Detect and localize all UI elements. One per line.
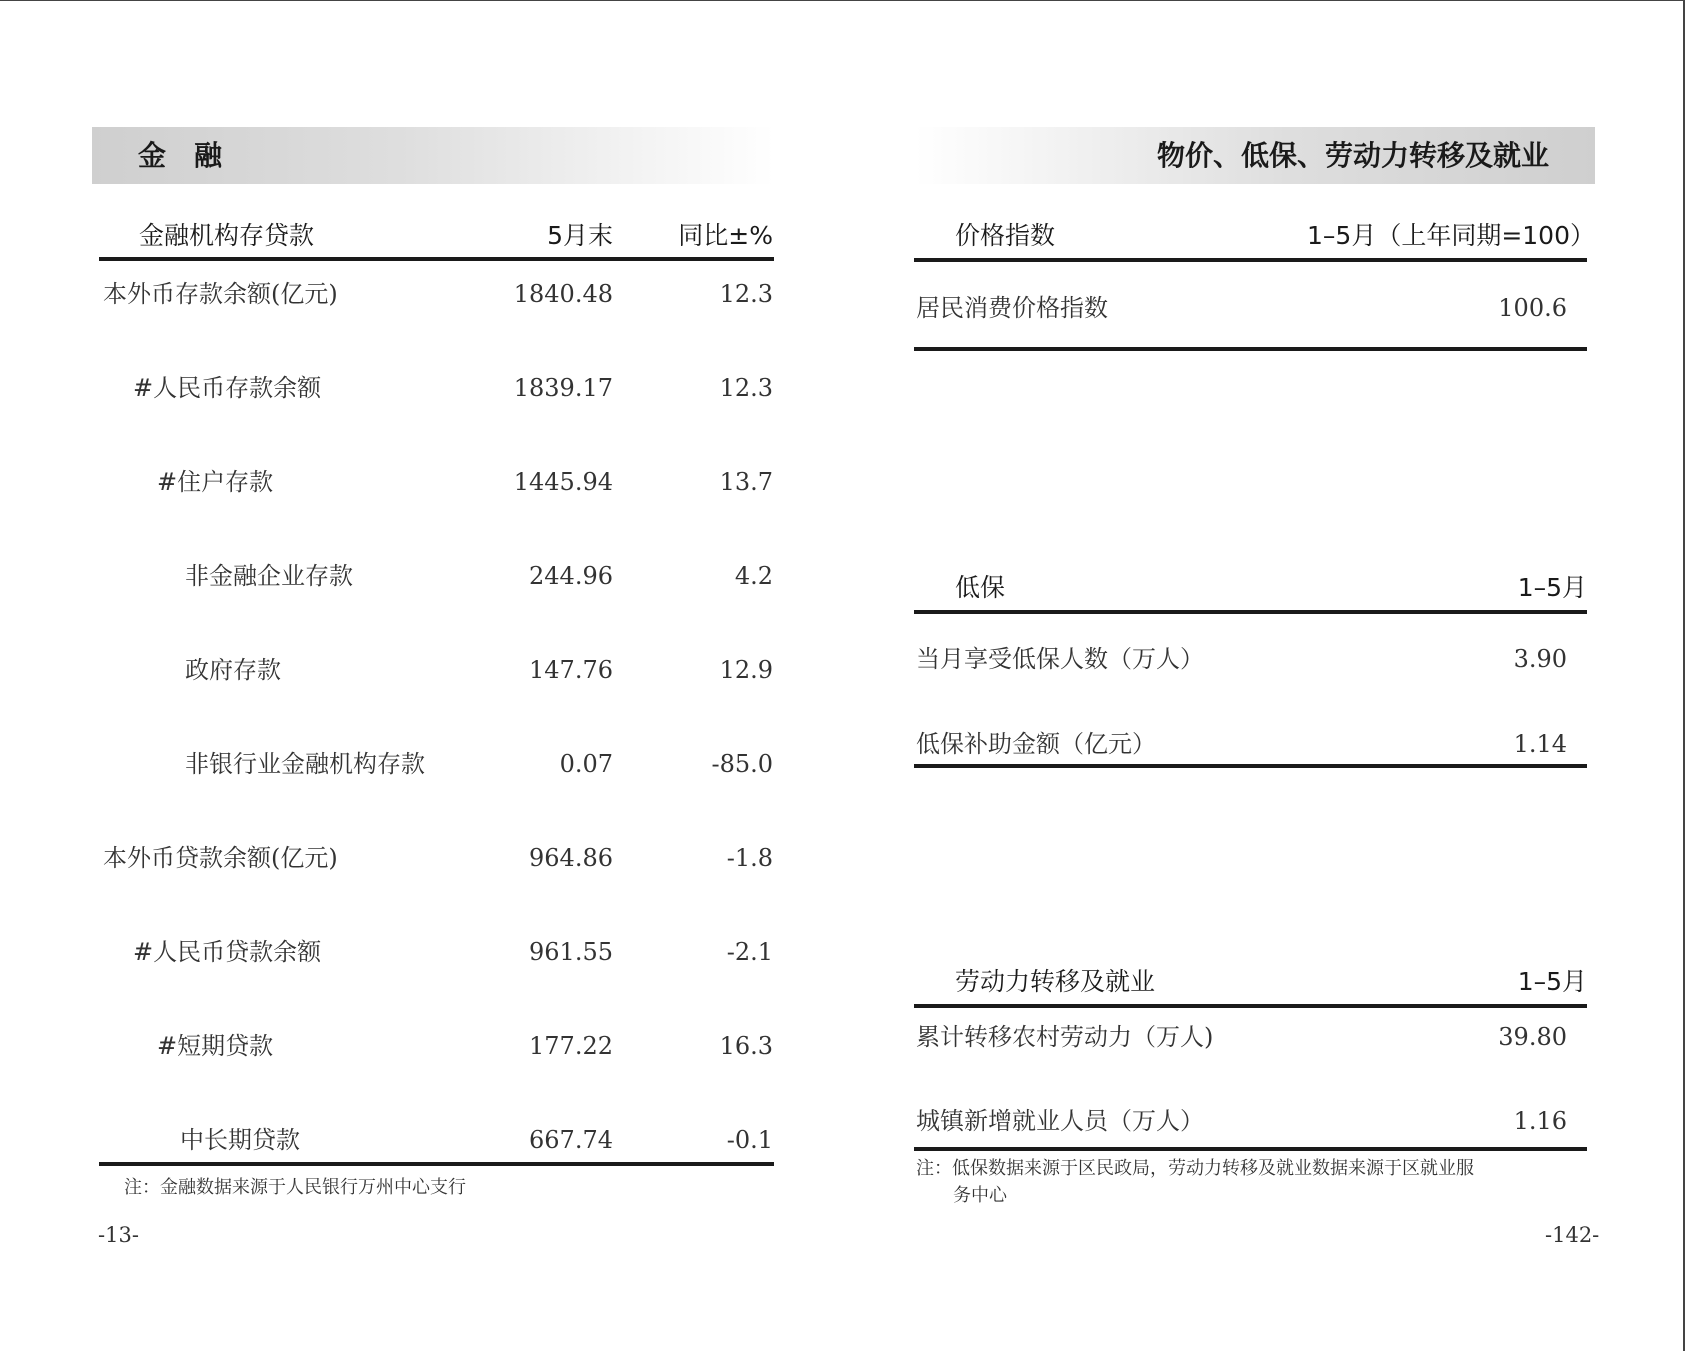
finance-row-change: 12.9 bbox=[719, 656, 773, 684]
finance-row-value: 244.96 bbox=[529, 562, 613, 590]
dibao-row-value: 1.14 bbox=[1513, 730, 1567, 758]
price-bottom-rule bbox=[914, 347, 1587, 351]
finance-row-label: 非金融企业存款 bbox=[185, 562, 353, 590]
finance-row-value: 1839.17 bbox=[513, 374, 613, 402]
dibao-row-label: 低保补助金额（亿元） bbox=[916, 730, 1156, 758]
finance-row-value: 0.07 bbox=[559, 750, 613, 778]
finance-table-header-item: 金融机构存贷款 bbox=[139, 221, 315, 250]
finance-row-value: 667.74 bbox=[529, 1126, 613, 1154]
price-header-rule bbox=[914, 258, 1587, 262]
dibao-row-value: 3.90 bbox=[1513, 645, 1567, 673]
finance-row-change: -1.8 bbox=[726, 844, 773, 872]
prices-note-line2: 务中心 bbox=[953, 1185, 1007, 1206]
labor-header-period: 1–5月 bbox=[1517, 967, 1587, 996]
finance-row-change: 4.2 bbox=[734, 562, 773, 590]
price-row-value: 100.6 bbox=[1498, 294, 1567, 322]
finance-row-change: 12.3 bbox=[719, 374, 773, 402]
finance-row-label: 政府存款 bbox=[185, 656, 281, 684]
price-row-label: 居民消费价格指数 bbox=[916, 294, 1108, 322]
finance-row-label: 中长期贷款 bbox=[180, 1126, 300, 1154]
finance-row-change: 12.3 bbox=[719, 280, 773, 308]
dibao-header-rule bbox=[914, 610, 1587, 614]
price-header-period: 1–5月（上年同期=100） bbox=[1307, 221, 1595, 250]
finance-row-change: 13.7 bbox=[719, 468, 773, 496]
finance-row-label: #人民币贷款余额 bbox=[133, 938, 322, 966]
finance-row-label: 本外币贷款余额(亿元) bbox=[103, 844, 338, 872]
labor-bottom-rule bbox=[914, 1147, 1587, 1151]
finance-section-title: 金 融 bbox=[138, 139, 223, 172]
dibao-header-period: 1–5月 bbox=[1517, 573, 1587, 602]
dibao-row-label: 当月享受低保人数（万人） bbox=[916, 645, 1204, 673]
finance-row-value: 1445.94 bbox=[513, 468, 613, 496]
finance-bottom-rule bbox=[99, 1162, 774, 1166]
labor-row-label: 城镇新增就业人员（万人） bbox=[916, 1107, 1204, 1135]
prices-note-line1: 注：低保数据来源于区民政局，劳动力转移及就业数据来源于区就业服 bbox=[916, 1158, 1474, 1179]
finance-row-value: 147.76 bbox=[529, 656, 613, 684]
finance-row-label: #人民币存款余额 bbox=[133, 374, 322, 402]
labor-row-value: 39.80 bbox=[1498, 1023, 1567, 1051]
page-number-left: -13- bbox=[98, 1223, 139, 1247]
finance-row-value: 177.22 bbox=[529, 1032, 613, 1060]
finance-table-header-col1: 5月末 bbox=[547, 221, 613, 250]
finance-row-value: 1840.48 bbox=[513, 280, 613, 308]
finance-row-value: 961.55 bbox=[529, 938, 613, 966]
finance-row-label: #短期贷款 bbox=[157, 1032, 274, 1060]
finance-row-change: -85.0 bbox=[711, 750, 773, 778]
finance-row-change: -2.1 bbox=[726, 938, 773, 966]
labor-header-rule bbox=[914, 1004, 1587, 1008]
finance-header-rule bbox=[99, 257, 774, 261]
finance-row-label: #住户存款 bbox=[157, 468, 274, 496]
dibao-bottom-rule bbox=[914, 764, 1587, 768]
labor-row-value: 1.16 bbox=[1513, 1107, 1567, 1135]
price-header-item: 价格指数 bbox=[955, 221, 1056, 250]
page-number-right: -142- bbox=[1545, 1223, 1600, 1247]
finance-row-label: 本外币存款余额(亿元) bbox=[103, 280, 338, 308]
finance-row-value: 964.86 bbox=[529, 844, 613, 872]
finance-row-label: 非银行业金融机构存款 bbox=[185, 750, 425, 778]
finance-row-change: 16.3 bbox=[719, 1032, 773, 1060]
finance-note: 注：金融数据来源于人民银行万州中心支行 bbox=[124, 1177, 466, 1198]
dibao-header-item: 低保 bbox=[955, 573, 1006, 602]
labor-row-label: 累计转移农村劳动力（万人) bbox=[916, 1023, 1214, 1051]
finance-table-header-col2: 同比±% bbox=[678, 221, 773, 250]
prices-section-title: 物价、低保、劳动力转移及就业 bbox=[1156, 139, 1549, 172]
finance-row-change: -0.1 bbox=[726, 1126, 773, 1154]
labor-header-item: 劳动力转移及就业 bbox=[955, 967, 1156, 996]
